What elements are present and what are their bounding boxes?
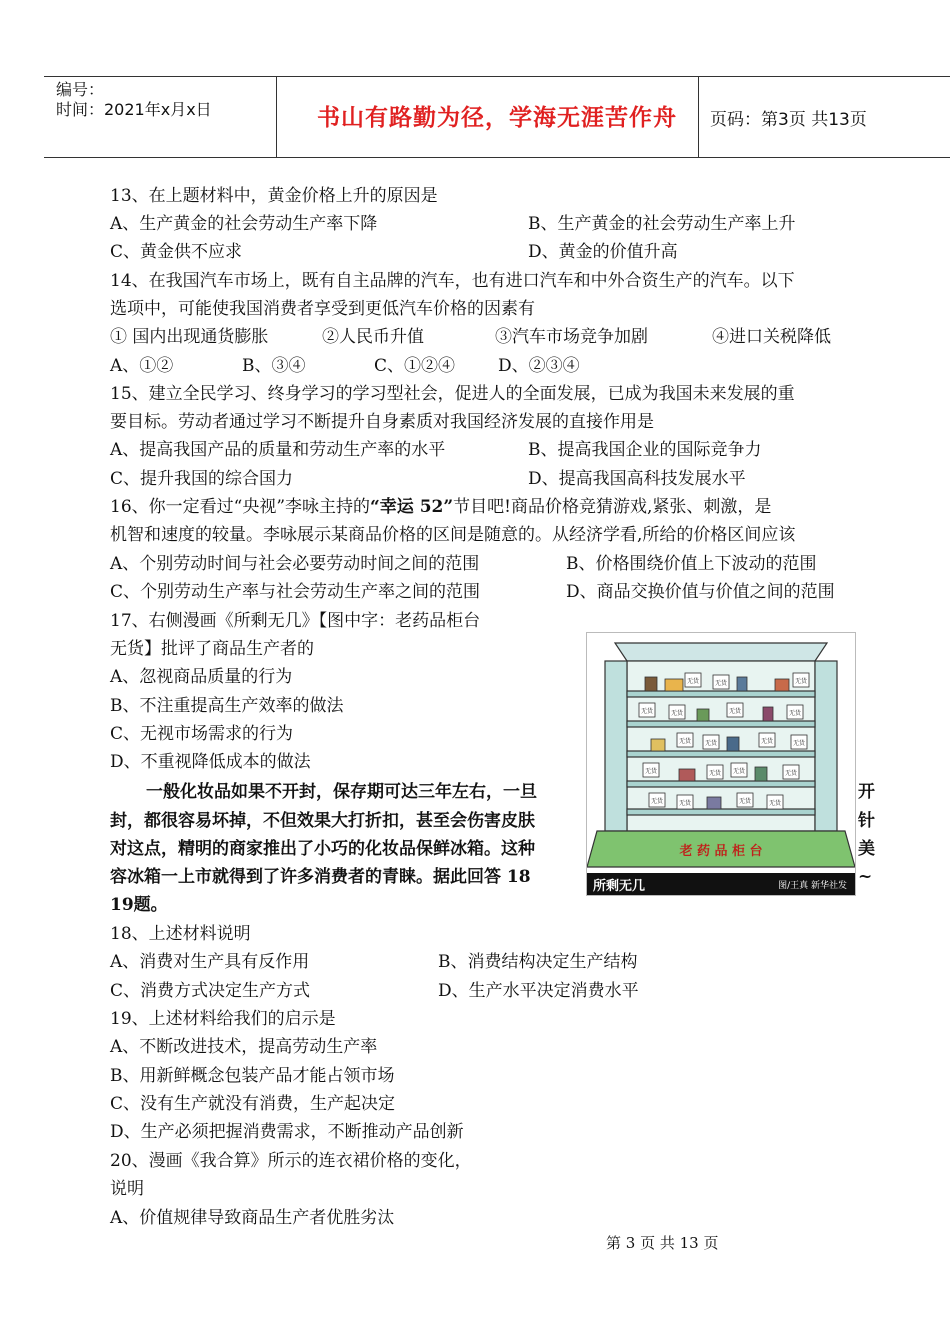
q19-option-b: B、用新鲜概念包装产品才能占领市场 [110, 1066, 395, 1086]
q18-stem: 18、上述材料说明 [110, 924, 251, 944]
cabinet-top [615, 643, 827, 661]
cabinet-right-side [815, 661, 837, 831]
q16-option-b: B、价格围绕价值上下波动的范围 [566, 554, 817, 574]
q14-stem-line2: 选项中，可能使我国消费者享受到更低汽车价格的因素有 [110, 299, 535, 319]
q15-option-d: D、提高我国高科技发展水平 [528, 469, 746, 489]
q18-option-d: D、生产水平决定消费水平 [438, 981, 639, 1001]
q14-statement-3: ③汽车市场竞争加剧 [495, 327, 648, 347]
q18-option-c: C、消费方式决定生产方式 [110, 981, 311, 1001]
q13-option-b: B、生产黄金的社会劳动生产率上升 [528, 214, 796, 234]
q15-option-a: A、提高我国产品的质量和劳动生产率的水平 [110, 440, 446, 460]
cabinet-left-side [605, 661, 627, 831]
out-of-stock-sign-text: 无货 [686, 678, 700, 685]
out-of-stock-sign-text: 无货 [768, 800, 782, 807]
q15-stem-line1: 15、建立全民学习、终身学习的学习型社会，促进人的全面发展，已成为我国未来发展的重 [110, 384, 795, 404]
q13-stem: 13、在上题材料中，黄金价格上升的原因是 [110, 186, 438, 206]
out-of-stock-sign-text: 无货 [650, 798, 664, 805]
q16-program-name: “幸运 52” [370, 497, 454, 517]
q14-option-a: A、①② [110, 356, 174, 376]
material-line2: 封，都很容易坏掉，不但效果大打折扣，甚至会伤害皮肤 [110, 811, 535, 831]
out-of-stock-sign-text: 无货 [760, 738, 774, 745]
cartoon-illustration [586, 632, 856, 896]
q17-option-d: D、不重视降低成本的做法 [110, 752, 311, 772]
q16-stem-post: 节目吧!商品价格竞猜游戏,紧张、刺激，是 [453, 497, 772, 517]
out-of-stock-sign-text: 无货 [792, 740, 806, 747]
out-of-stock-sign-text: 无货 [640, 708, 654, 715]
q20-stem-line2: 说明 [110, 1179, 144, 1199]
q16-stem-pre: 16、你一定看过“央视”李咏主持的 [110, 497, 371, 517]
q16-option-a: A、个别劳动时间与社会必要劳动时间之间的范围 [110, 554, 480, 574]
q15-stem-line2: 要目标。劳动者通过学习不断提升自身素质对我国经济发展的直接作用是 [110, 412, 654, 432]
header-meta [56, 80, 212, 120]
out-of-stock-sign-text: 无货 [644, 768, 658, 775]
q20-stem-line1: 20、漫画《我合算》所示的连衣裙价格的变化， [110, 1151, 472, 1171]
q17-option-a: A、忽视商品质量的行为 [110, 667, 293, 687]
header-motto: 书山有路勤为径，学海无涯苦作舟 [317, 105, 677, 131]
out-of-stock-sign-text: 无货 [728, 708, 742, 715]
q14-statement-1: ① 国内出现通货膨胀 [110, 327, 269, 347]
q15-option-b: B、提高我国企业的国际竞争力 [528, 440, 762, 460]
q15-option-c: C、提升我国的综合国力 [110, 469, 294, 489]
q14-statement-4: ④进口关税降低 [712, 327, 831, 347]
q18-option-b: B、消费结构决定生产结构 [438, 952, 638, 972]
q14-stem-line1: 14、在我国汽车市场上，既有自主品牌的汽车，也有进口汽车和中外合资生产的汽车。以下 [110, 271, 795, 291]
header-time: 时间：2021年x月x日 [56, 100, 212, 119]
material-line3: 对这点，精明的商家推出了小巧的化妆品保鲜冰箱。这种 [110, 839, 535, 859]
q16-stem-line2: 机智和速度的较量。李咏展示某商品价格的区间是随意的。从经济学看,所给的价格区间应该 [110, 525, 796, 545]
material-line1: 一般化妆品如果不开封，保存期可达三年左右，一旦 [146, 782, 537, 802]
q17-stem-line2: 无货】批评了商品生产者的 [110, 639, 314, 659]
out-of-stock-sign-text: 无货 [708, 770, 722, 777]
material-line4: 容冰箱一上市就得到了许多消费者的青睐。据此回答 18 [110, 867, 531, 887]
q14-statement-2: ②人民币升值 [322, 327, 424, 347]
out-of-stock-sign-text: 无货 [714, 680, 728, 687]
page-footer: 第 3 页 共 13 页 [606, 1234, 719, 1252]
out-of-stock-sign-text: 无货 [670, 710, 684, 717]
material-line1-tail: 开 [858, 782, 875, 802]
q13-option-a: A、生产黄金的社会劳动生产率下降 [110, 214, 378, 234]
q16-option-c: C、个别劳动生产率与社会劳动生产率之间的范围 [110, 582, 481, 602]
out-of-stock-sign-text: 无货 [788, 710, 802, 717]
out-of-stock-sign-text: 无货 [732, 768, 746, 775]
material-line4-tail: ~ [858, 867, 873, 887]
header-page-label: 页码：第3页 共13页 [710, 110, 867, 130]
q14-option-b: B、③④ [242, 356, 306, 376]
out-of-stock-sign-text: 无货 [784, 770, 798, 777]
out-of-stock-sign-text: 无货 [794, 678, 808, 685]
q17-option-b: B、不注重提高生产效率的做法 [110, 696, 344, 716]
q19-option-c: C、没有生产就没有消费，生产起决定 [110, 1094, 396, 1114]
counter-label: 老 药 品 柜 台 [679, 844, 763, 859]
header-divider [698, 77, 699, 157]
header-number: 编号： [56, 80, 105, 99]
cartoon-caption-bar [587, 873, 855, 895]
material-line5: 19题。 [110, 895, 168, 915]
cartoon-credit: 图/王真 新华社发 [778, 881, 847, 891]
q20-option-a: A、价值规律导致商品生产者优胜劣汰 [110, 1208, 395, 1228]
out-of-stock-sign-text: 无货 [738, 798, 752, 805]
out-of-stock-sign-text: 无货 [678, 800, 692, 807]
material-line3-tail: 美 [858, 839, 875, 859]
q13-option-c: C、黄金供不应求 [110, 242, 243, 262]
document-header [44, 76, 950, 158]
q14-option-d: D、②③④ [498, 356, 580, 376]
q16-option-d: D、商品交换价值与价值之间的范围 [566, 582, 835, 602]
medicine-cabinet-drawing [587, 633, 855, 873]
out-of-stock-sign-text: 无货 [704, 740, 718, 747]
out-of-stock-sign-text: 无货 [678, 738, 692, 745]
header-divider [276, 77, 277, 157]
q18-option-a: A、消费对生产具有反作用 [110, 952, 310, 972]
q17-option-c: C、无视市场需求的行为 [110, 724, 294, 744]
q19-stem: 19、上述材料给我们的启示是 [110, 1009, 336, 1029]
q19-option-d: D、生产必须把握消费需求，不断推动产品创新 [110, 1122, 464, 1142]
q19-option-a: A、不断改进技术，提高劳动生产率 [110, 1037, 378, 1057]
q13-option-d: D、黄金的价值升高 [528, 242, 678, 262]
q17-stem-line1: 17、右侧漫画《所剩无几》【图中字：老药品柜台 [110, 611, 481, 631]
q14-option-c: C、①②④ [374, 356, 456, 376]
q16-stem-line1 [110, 493, 771, 521]
cartoon-caption: 所剩无几 [593, 879, 646, 894]
material-line2-tail: 针 [858, 811, 875, 831]
